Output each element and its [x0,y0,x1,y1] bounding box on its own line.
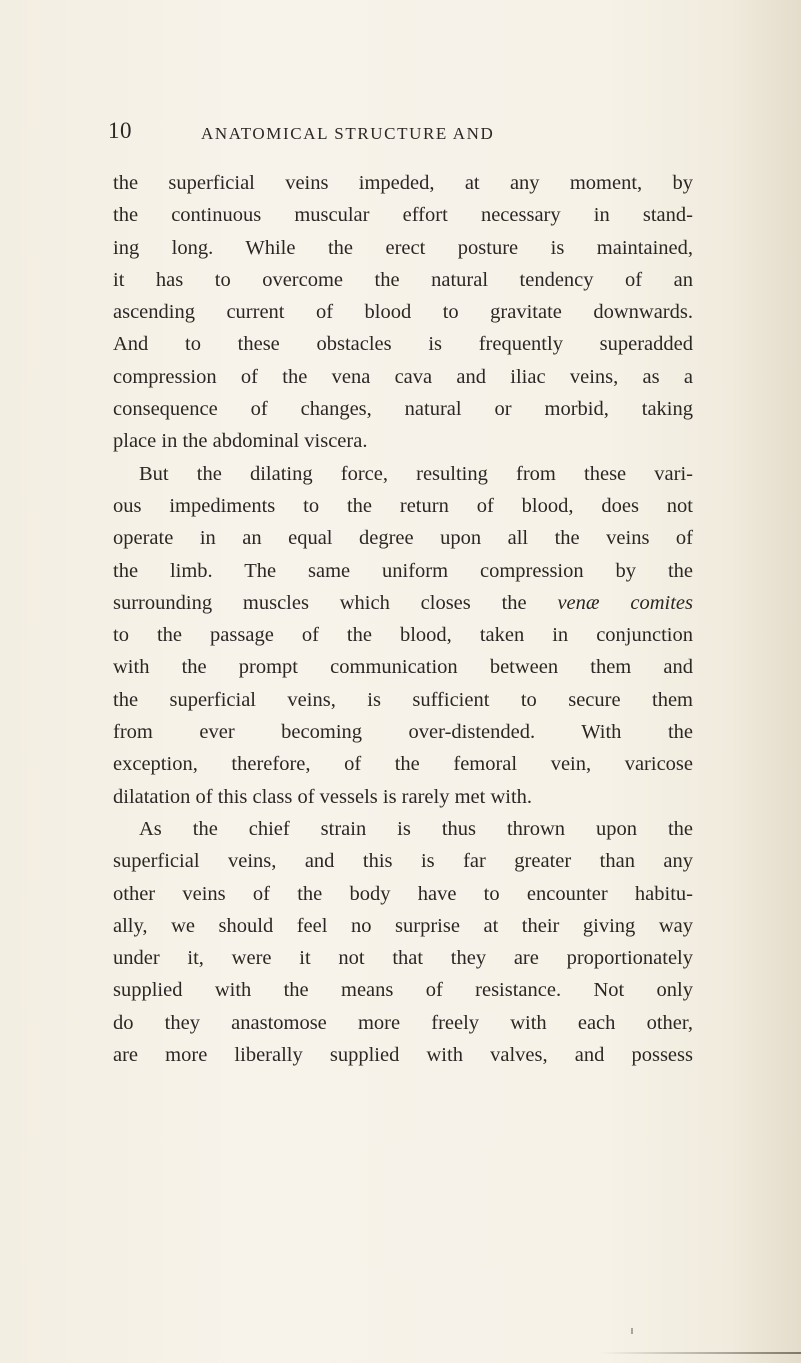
text-line: ous impediments to the return of blood, does not [113,494,693,517]
text-line: it has to overcome the natural tendency of an [113,268,693,291]
text-line: supplied with the means of resistance. Not only [113,979,693,1002]
text-line: the superficial veins, is sufficient to secure them [113,688,693,711]
page-number: 10 [108,118,132,143]
text-line: do they anastomose more freely with each other, [113,1011,693,1034]
text-line: ascending current of blood to gravitate downwards. [113,301,693,324]
print-mark [631,1328,633,1334]
text-line: the continuous muscular effort necessary in stand- [113,204,693,227]
text-line: the limb. The same uniform compression by the [113,559,693,582]
page-header [0,118,801,148]
text-line: exception, therefore, of the femoral vein, varicose [113,753,693,776]
page-edge-shading [731,0,801,1363]
text-line: compression of the vena cava and iliac veins, as a [113,365,693,388]
text-line: surrounding muscles which closes the venæ comites [113,591,693,614]
body-text [113,167,693,1071]
text-line: with the prompt communication between them and [113,656,693,679]
running-head: ANATOMICAL STRUCTURE AND [201,124,495,143]
text-line: under it, were it not that they are proportionately [113,947,693,970]
text-line: consequence of changes, natural or morbid, taking [113,398,693,421]
text-line: ally, we should feel no surprise at their giving way [113,914,693,937]
italic-term: venæ comites [557,591,693,614]
text-line: As the chief strain is thus thrown upon the [139,817,693,840]
text-line: to the passage of the blood, taken in conjunction [113,624,693,647]
text-line: the superficial veins impeded, at any moment, by [113,172,693,194]
text-line: And to these obstacles is frequently superadded [113,333,693,356]
text-line: superficial veins, and this is far greater than any [113,850,693,873]
text-line: ing long. While the erect posture is maintained, [113,236,693,259]
text-line: dilatation of this class of vessels is rarely met with. [113,785,533,808]
page-bottom-edge [600,1352,801,1354]
text-line: operate in an equal degree upon all the veins of [113,527,693,550]
text-line: But the dilating force, resulting from these vari- [139,462,693,485]
text-line: other veins of the body have to encounter habitu- [113,882,693,905]
text-line: are more liberally supplied with valves, and possess [113,1044,693,1067]
text-line: place in the abdominal viscera. [113,430,368,453]
text-line: from ever becoming over-distended. With the [113,721,693,744]
